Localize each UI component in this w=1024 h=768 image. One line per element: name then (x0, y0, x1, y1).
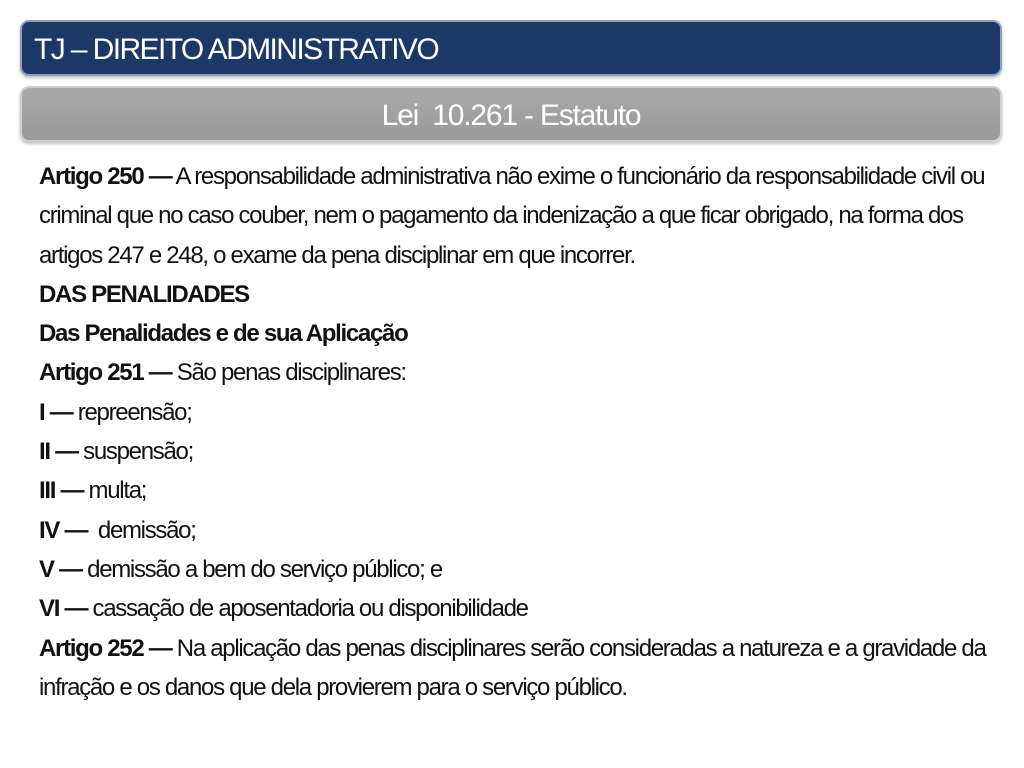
slide-subtitle: Lei 10.261 - Estatuto (381, 99, 641, 132)
list-item: III — multa; (39, 477, 147, 505)
subsection-heading: Das Penalidades e de sua Aplicação (39, 320, 408, 348)
article-250-label: Artigo 250 — (39, 163, 172, 190)
list-item: V — demissão a bem do serviço público; e (39, 555, 442, 583)
list-item: IV — demissão; (39, 516, 196, 544)
article-251-text: São penas disciplinares: (171, 359, 406, 387)
list-item: II — suspensão; (39, 438, 193, 466)
article-251-label: Artigo 251 — (39, 359, 172, 387)
article-252-label: Artigo 252 — (39, 634, 172, 662)
title-bar (20, 20, 1002, 76)
slide-body (39, 157, 999, 707)
section-heading: DAS PENALIDADES (39, 280, 249, 308)
list-item: I — repreensão; (39, 398, 192, 426)
subtitle-bar (20, 86, 1002, 142)
list-item: VI — cassação de aposentadoria ou disponibilidade (39, 595, 528, 623)
slide-title: TJ – DIREITO ADMINISTRATIVO (34, 33, 439, 66)
article-251 (39, 353, 999, 392)
article-252 (39, 629, 999, 708)
article-252-text: Na aplicação das penas disciplinares serão consideradas a natureza e a gravidade da infração e os danos que dela provierem para o serviço público. (39, 634, 986, 701)
article-250 (39, 157, 999, 275)
article-250-text: A responsabilidade administrativa não exime o funcionário da responsabilidade civil ou criminal que no caso couber, nem o pagamento da indenização a que ficar obrigado, na forma dos artigos 247 e 248, o exame da pena disciplinar em que incorrer. (39, 163, 985, 269)
